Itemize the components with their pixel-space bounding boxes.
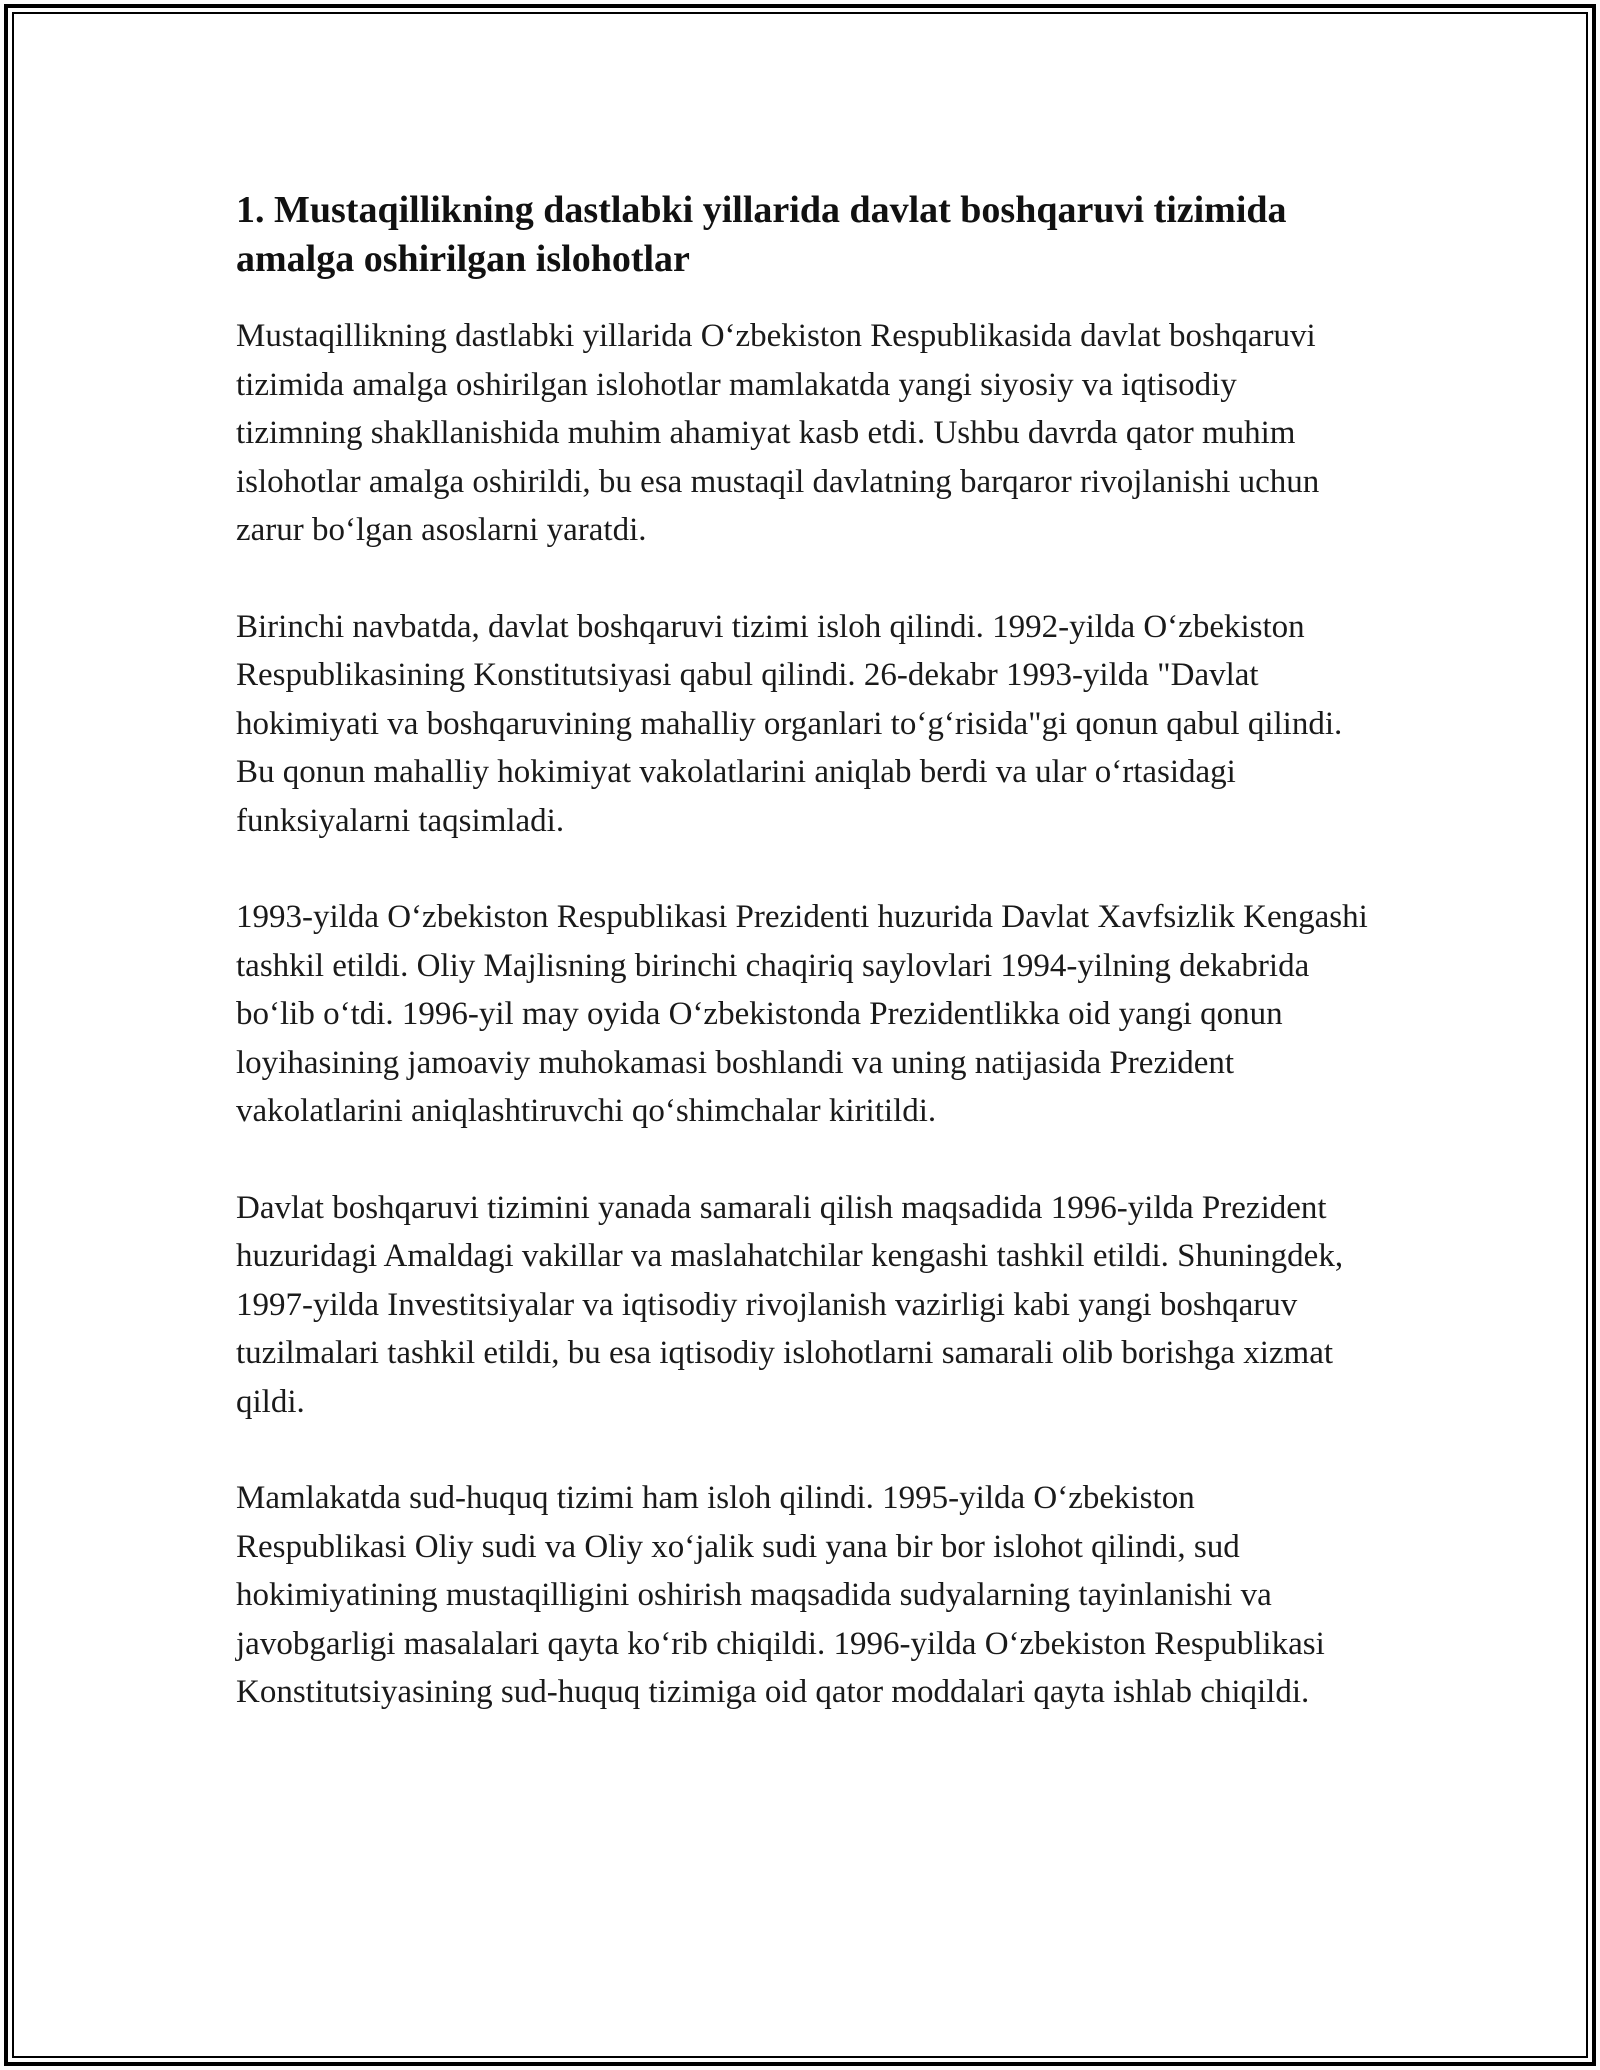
paragraph-3: 1993-yilda O‘zbekiston Respublikasi Prezidenti huzurida Davlat Xavfsizlik Kengashi tashkil etildi. Oliy Majlisning birinchi chaqiriq saylovlari 1994-yilning dekabrida bo‘lib o‘tdi. 1996-yil may oyida O‘zbekistonda Prezidentlikka oid yangi qonun loyihasining jamoaviy muhokamasi boshlandi va uning natijasida Prezident vakolatlarini aniqlashtiruvchi qo‘shimchalar kiritildi. <box>236 899 1368 1129</box>
paragraph-5: Mamlakatda sud-huquq tizimi ham isloh qilindi. 1995-yilda O‘zbekiston Respublikasi Oliy sudi va Oliy xo‘jalik sudi yana bir bor islohot qilindi, sud hokimiyatining mustaqilligini oshirish maqsadida sudyalarning tayinlanishi va javobgarligi masalalari qayta ko‘rib chiqildi. 1996-yilda O‘zbekiston Respublikasi Konstitutsiyasining sud-huquq tizimiga oid qator moddalari qayta ishlab chiqildi. <box>236 1480 1325 1710</box>
document-body <box>236 186 1371 1765</box>
paragraph-2: Birinchi navbatda, davlat boshqaruvi tizimi isloh qilindi. 1992-yilda O‘zbekiston Respublikasining Konstitutsiyasi qabul qilindi. 26-dekabr 1993-yilda "Davlat hokimiyati va boshqaruvining mahalliy organlari to‘g‘risida"gi qonun qabul qilindi. Bu qonun mahalliy hokimiyat vakolatlarini aniqlab berdi va ular o‘rtasidagi funksiyalarni taqsimladi. <box>236 608 1343 839</box>
paragraph-1: Mustaqillikning dastlabki yillarida O‘zbekiston Respublikasida davlat boshqaruvi tizimida amalga oshirilgan islohotlar mamlakatda yangi siyosiy va iqtisodiy tizimning shakllanishida muhim ahamiyat kasb etdi. Ushbu davrda qator muhim islohotlar amalga oshirildi, bu esa mustaqil davlatning barqaror rivojlanishi uchun zarur bo‘lgan asoslarni yaratdi. <box>236 318 1320 548</box>
paragraph-4: Davlat boshqaruvi tizimini yanada samarali qilish maqsadida 1996-yilda Prezident huzuridagi Amaldagi vakillar va maslahatchilar kengashi tashkil etildi. Shuningdek, 1997-yilda Investitsiyalar va iqtisodiy rivojlanish vazirligi kabi yangi boshqaruv tuzilmalari tashkil etildi, bu esa iqtisodiy islohotlarni samarali olib borishga xizmat qildi. <box>236 1189 1344 1420</box>
section-heading: 1. Mustaqillikning dastlabki yillarida davlat boshqaruvi tizimida amalga oshirilgan islohotlar <box>236 189 1287 280</box>
